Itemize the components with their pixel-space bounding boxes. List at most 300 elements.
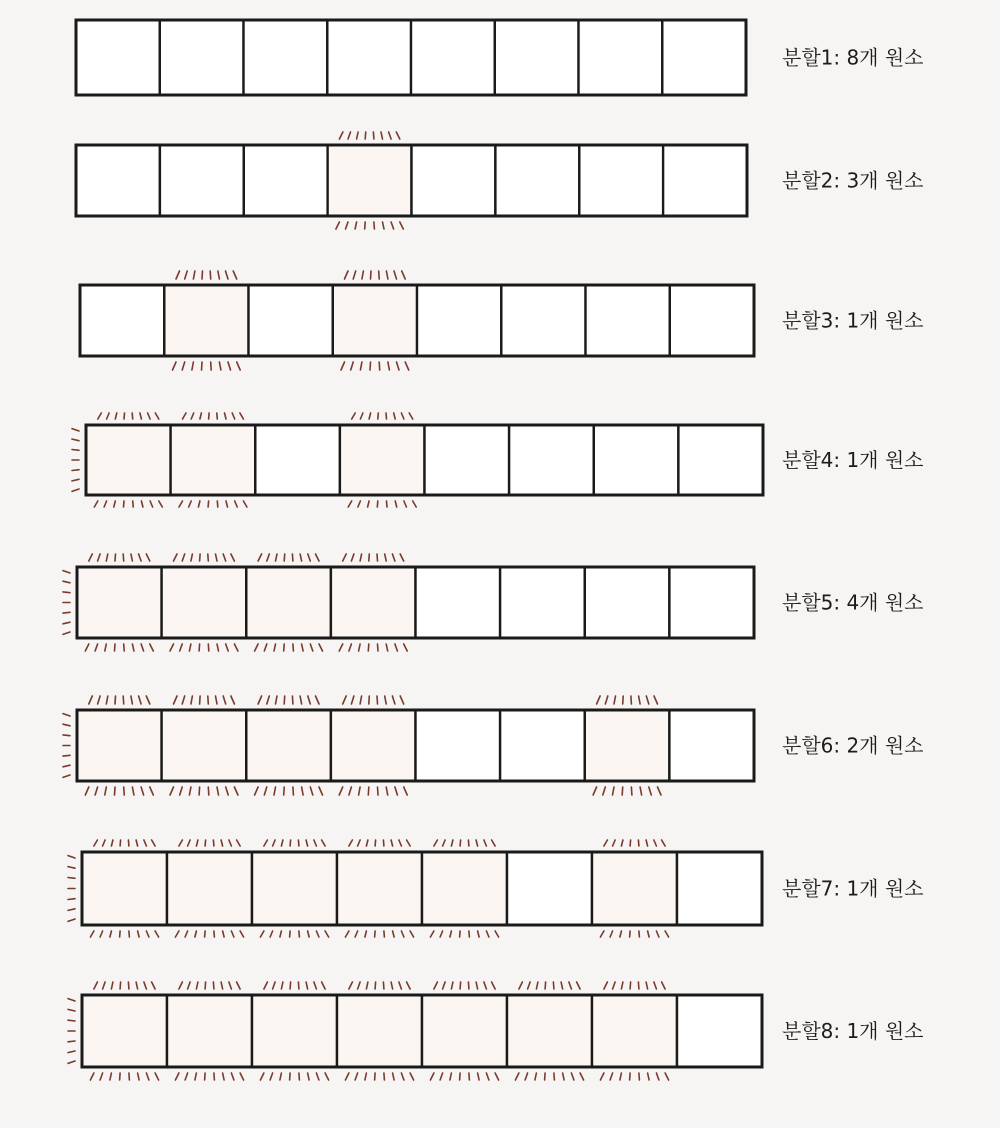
highlight-tick: [319, 787, 323, 795]
highlight-tick: [476, 982, 478, 989]
highlight-tick: [90, 931, 94, 937]
highlight-tick: [237, 362, 241, 370]
highlight-tick: [132, 787, 134, 795]
highlight-tick: [182, 554, 185, 561]
array-cell-highlighted: [328, 145, 412, 216]
highlight-tick: [63, 592, 70, 593]
highlight-tick: [614, 696, 616, 704]
highlight-tick: [469, 1073, 470, 1080]
highlight-tick: [231, 1073, 234, 1080]
highlight-tick: [188, 840, 191, 846]
highlight-tick: [359, 787, 361, 795]
highlight-tick: [176, 271, 180, 279]
highlight-tick: [138, 1073, 140, 1080]
highlight-tick: [375, 931, 376, 937]
highlight-tick: [120, 982, 121, 989]
highlight-tick: [610, 1073, 613, 1080]
highlight-tick: [216, 696, 218, 704]
highlight-tick: [255, 787, 259, 795]
highlight-tick: [316, 931, 319, 937]
highlight-tick: [144, 982, 147, 989]
highlight-tick: [365, 931, 367, 937]
highlight-tick: [410, 931, 414, 937]
highlight-tick: [484, 982, 487, 989]
highlight-tick: [214, 1073, 215, 1080]
highlight-tick: [525, 1073, 528, 1080]
highlight-tick: [175, 931, 179, 937]
highlight-tick: [396, 132, 400, 139]
highlight-tick: [377, 696, 378, 704]
highlight-tick: [613, 840, 616, 846]
highlight-tick: [302, 787, 304, 795]
highlight-tick: [631, 787, 632, 795]
highlight-tick: [292, 554, 293, 561]
highlight-tick: [68, 1020, 75, 1021]
highlight-tick: [325, 1073, 329, 1080]
highlight-tick: [341, 362, 345, 370]
highlight-tick: [351, 696, 354, 704]
partition-label: 분할3: 1개 원소: [782, 308, 924, 333]
highlight-tick: [646, 840, 648, 846]
array-cell: [507, 852, 592, 925]
highlight-tick: [120, 931, 121, 937]
highlight-tick: [638, 982, 639, 989]
highlight-tick: [299, 1073, 300, 1080]
highlight-tick: [665, 931, 669, 937]
highlight-tick: [630, 840, 631, 846]
array-cell: [669, 710, 754, 781]
highlight-tick: [205, 840, 206, 846]
highlight-tick: [620, 931, 622, 937]
highlight-tick: [358, 840, 361, 846]
highlight-tick: [209, 413, 210, 419]
highlight-tick: [399, 840, 402, 846]
highlight-tick: [355, 1073, 358, 1080]
highlight-tick: [405, 362, 409, 370]
highlight-tick: [325, 931, 329, 937]
highlight-tick: [397, 362, 400, 370]
array-cell-highlighted: [340, 425, 425, 495]
highlight-tick: [110, 1073, 112, 1080]
highlight-tick: [68, 1051, 75, 1053]
highlight-tick: [393, 1073, 395, 1080]
highlight-tick: [402, 271, 406, 279]
highlight-tick: [662, 840, 666, 846]
highlight-tick: [89, 554, 93, 561]
highlight-tick: [593, 787, 597, 795]
highlight-tick: [515, 1073, 519, 1080]
highlight-tick: [410, 1073, 414, 1080]
highlight-tick: [200, 413, 202, 419]
highlight-tick: [366, 840, 368, 846]
array-cell-highlighted: [507, 995, 592, 1067]
highlight-tick: [386, 271, 388, 279]
highlight-tick: [183, 413, 187, 419]
highlight-tick: [604, 840, 608, 846]
highlight-tick: [199, 644, 200, 651]
highlight-tick: [316, 1073, 319, 1080]
highlight-tick: [189, 644, 191, 651]
array-cell: [586, 285, 670, 356]
highlight-tick: [658, 787, 662, 795]
highlight-tick: [237, 840, 241, 846]
partition-row: [77, 710, 924, 781]
highlight-tick: [72, 489, 79, 491]
highlight-tick: [270, 931, 273, 937]
highlight-tick: [179, 501, 183, 507]
highlight-tick: [365, 132, 366, 139]
highlight-tick: [554, 1073, 555, 1080]
highlight-tick: [314, 982, 317, 989]
highlight-tick: [223, 1073, 225, 1080]
highlight-tick: [375, 982, 376, 989]
array-cell-highlighted: [331, 710, 416, 781]
highlight-tick: [132, 413, 133, 419]
highlight-tick: [349, 644, 352, 651]
highlight-tick: [351, 362, 354, 370]
partition-label: 분할1: 8개 원소: [782, 45, 924, 70]
highlight-tick: [231, 931, 234, 937]
highlight-tick: [267, 554, 270, 561]
highlight-tick: [270, 1073, 273, 1080]
highlight-tick: [374, 222, 375, 229]
highlight-tick: [360, 554, 362, 561]
highlight-tick: [193, 271, 195, 279]
highlight-tick: [639, 931, 640, 937]
array-cell: [76, 145, 160, 216]
highlight-tick: [460, 840, 461, 846]
array-cell: [249, 285, 333, 356]
highlight-tick: [146, 931, 149, 937]
highlight-tick: [407, 982, 411, 989]
highlight-tick: [63, 714, 70, 716]
highlight-tick: [492, 982, 496, 989]
highlight-tick: [404, 644, 408, 651]
highlight-tick: [468, 982, 469, 989]
highlight-tick: [378, 644, 379, 651]
highlight-tick: [217, 501, 218, 507]
highlight-tick: [94, 501, 98, 507]
highlight-tick: [85, 644, 89, 651]
highlight-tick: [98, 413, 102, 419]
highlight-tick: [378, 787, 379, 795]
highlight-tick: [138, 931, 140, 937]
highlight-tick: [63, 571, 70, 573]
highlight-tick: [308, 1073, 310, 1080]
array-cell-highlighted: [337, 852, 422, 925]
highlight-tick: [343, 696, 347, 704]
highlight-tick: [322, 982, 326, 989]
partition-label: 분할2: 3개 원소: [782, 168, 924, 193]
highlight-tick: [610, 931, 613, 937]
highlight-tick: [141, 644, 144, 651]
highlight-tick: [306, 982, 308, 989]
highlight-tick: [72, 439, 79, 441]
highlight-tick: [141, 787, 144, 795]
highlight-tick: [348, 501, 352, 507]
highlight-tick: [63, 775, 70, 777]
highlight-tick: [621, 982, 623, 989]
highlight-tick: [369, 696, 370, 704]
array-cell: [80, 285, 164, 356]
highlight-tick: [535, 1073, 537, 1080]
highlight-tick: [68, 1061, 75, 1063]
highlight-tick: [72, 470, 79, 471]
highlight-tick: [72, 429, 79, 431]
highlight-tick: [98, 696, 101, 704]
highlight-tick: [123, 696, 124, 704]
highlight-tick: [613, 982, 616, 989]
array-cell: [244, 145, 328, 216]
highlight-tick: [146, 554, 150, 561]
highlight-tick: [281, 840, 283, 846]
highlight-tick: [273, 840, 276, 846]
highlight-tick: [605, 696, 608, 704]
highlight-tick: [409, 413, 413, 419]
highlight-tick: [228, 362, 231, 370]
highlight-tick: [360, 362, 362, 370]
array-cell: [255, 425, 340, 495]
highlight-tick: [200, 696, 201, 704]
highlight-tick: [486, 1073, 489, 1080]
highlight-tick: [63, 612, 70, 613]
highlight-tick: [95, 787, 98, 795]
highlight-tick: [195, 931, 197, 937]
highlight-tick: [229, 840, 232, 846]
highlight-tick: [216, 554, 218, 561]
highlight-tick: [213, 982, 214, 989]
highlight-tick: [63, 765, 70, 767]
highlight-tick: [208, 501, 209, 507]
highlight-tick: [191, 413, 194, 419]
highlight-tick: [360, 696, 362, 704]
highlight-tick: [174, 554, 178, 561]
highlight-tick: [413, 501, 417, 507]
highlight-tick: [369, 554, 370, 561]
highlight-tick: [391, 222, 394, 229]
highlight-tick: [308, 931, 310, 937]
highlight-tick: [600, 931, 604, 937]
highlight-tick: [221, 982, 223, 989]
array-cell-highlighted: [333, 285, 417, 356]
array-cell-highlighted: [592, 852, 677, 925]
highlight-tick: [450, 931, 452, 937]
array-cell-highlighted: [167, 995, 252, 1067]
highlight-tick: [276, 696, 278, 704]
highlight-tick: [226, 644, 229, 651]
highlight-tick: [284, 644, 285, 651]
partition-label: 분할6: 2개 원소: [782, 733, 924, 758]
array-cell: [677, 852, 762, 925]
partition-row: [80, 285, 924, 356]
highlight-tick: [284, 696, 285, 704]
highlight-tick: [290, 931, 291, 937]
highlight-tick: [211, 362, 212, 370]
highlight-tick: [214, 931, 215, 937]
highlight-tick: [646, 982, 648, 989]
highlight-tick: [486, 931, 489, 937]
highlight-tick: [103, 840, 106, 846]
highlight-tick: [654, 696, 658, 704]
highlight-tick: [359, 644, 361, 651]
highlight-tick: [316, 696, 320, 704]
array-cell-highlighted: [422, 995, 507, 1067]
highlight-tick: [140, 413, 142, 419]
highlight-tick: [300, 554, 302, 561]
highlight-tick: [430, 1073, 434, 1080]
highlight-tick: [638, 840, 639, 846]
highlight-tick: [378, 413, 379, 419]
highlight-tick: [260, 931, 264, 937]
highlight-tick: [155, 1073, 159, 1080]
highlight-tick: [355, 931, 358, 937]
highlight-tick: [68, 909, 75, 911]
highlight-tick: [476, 840, 478, 846]
highlight-tick: [198, 501, 200, 507]
highlight-tick: [225, 413, 227, 419]
highlight-tick: [369, 413, 371, 419]
highlight-tick: [656, 931, 659, 937]
highlight-tick: [365, 1073, 367, 1080]
highlight-tick: [223, 931, 225, 937]
array-cell: [495, 145, 579, 216]
highlight-tick: [180, 787, 183, 795]
highlight-tick: [150, 644, 154, 651]
highlight-tick: [188, 982, 191, 989]
array-cell: [662, 20, 746, 95]
highlight-tick: [400, 554, 404, 561]
highlight-tick: [375, 1073, 376, 1080]
highlight-tick: [345, 1073, 349, 1080]
highlight-tick: [358, 982, 361, 989]
highlight-tick: [284, 554, 285, 561]
highlight-tick: [182, 362, 185, 370]
array-cell-highlighted: [77, 567, 162, 638]
highlight-tick: [128, 982, 129, 989]
highlight-tick: [383, 982, 384, 989]
highlight-tick: [180, 644, 183, 651]
highlight-tick: [94, 982, 98, 989]
highlight-tick: [440, 931, 443, 937]
highlight-tick: [229, 982, 232, 989]
highlight-tick: [195, 1073, 197, 1080]
highlight-tick: [173, 362, 177, 370]
highlight-tick: [106, 554, 108, 561]
highlight-tick: [189, 787, 191, 795]
highlight-tick: [597, 696, 601, 704]
partition-row: [76, 145, 924, 216]
highlight-tick: [399, 982, 402, 989]
highlight-tick: [217, 787, 219, 795]
array-cell: [670, 285, 754, 356]
highlight-tick: [349, 787, 352, 795]
highlight-tick: [280, 931, 282, 937]
highlight-tick: [240, 413, 244, 419]
highlight-tick: [631, 696, 632, 704]
highlight-tick: [63, 581, 70, 583]
highlight-tick: [255, 644, 259, 651]
array-cell-highlighted: [585, 710, 670, 781]
highlight-tick: [451, 840, 453, 846]
highlight-tick: [129, 931, 130, 937]
highlight-tick: [386, 787, 388, 795]
highlight-tick: [63, 735, 70, 736]
highlight-tick: [189, 501, 192, 507]
highlight-tick: [519, 982, 523, 989]
highlight-tick: [280, 1073, 282, 1080]
highlight-tick: [170, 644, 174, 651]
highlight-tick: [430, 931, 434, 937]
highlight-tick: [316, 554, 320, 561]
highlight-tick: [111, 840, 113, 846]
highlight-tick: [460, 931, 461, 937]
highlight-tick: [131, 554, 133, 561]
highlight-tick: [388, 362, 390, 370]
highlight-tick: [63, 622, 70, 624]
highlight-tick: [391, 982, 393, 989]
highlight-tick: [649, 787, 652, 795]
highlight-tick: [383, 840, 384, 846]
highlight-tick: [404, 787, 408, 795]
highlight-tick: [68, 919, 75, 921]
highlight-tick: [68, 999, 75, 1001]
partition-row: [82, 995, 924, 1067]
highlight-tick: [571, 1073, 574, 1080]
highlight-tick: [90, 1073, 94, 1080]
highlight-tick: [394, 413, 396, 419]
array-cell-highlighted: [252, 852, 337, 925]
highlight-tick: [95, 644, 98, 651]
highlight-tick: [94, 840, 98, 846]
highlight-tick: [345, 271, 349, 279]
highlight-tick: [221, 840, 223, 846]
highlight-tick: [202, 271, 203, 279]
highlight-tick: [139, 554, 142, 561]
highlight-tick: [237, 982, 241, 989]
highlight-tick: [401, 413, 404, 419]
highlight-tick: [352, 413, 356, 419]
highlight-tick: [89, 696, 93, 704]
array-cell: [663, 145, 747, 216]
array-cell: [416, 710, 501, 781]
highlight-tick: [310, 787, 313, 795]
highlight-tick: [351, 554, 354, 561]
array-cell: [509, 425, 594, 495]
highlight-tick: [292, 696, 293, 704]
highlight-tick: [370, 362, 371, 370]
highlight-tick: [115, 787, 116, 795]
highlight-tick: [231, 696, 235, 704]
highlight-tick: [381, 132, 383, 139]
highlight-tick: [393, 931, 395, 937]
highlight-tick: [115, 644, 116, 651]
highlight-tick: [85, 787, 89, 795]
highlight-tick: [569, 982, 572, 989]
highlight-tick: [276, 554, 278, 561]
highlight-tick: [124, 644, 125, 651]
array-cell-highlighted: [171, 425, 256, 495]
highlight-tick: [300, 696, 302, 704]
highlight-tick: [630, 982, 631, 989]
highlight-tick: [105, 787, 107, 795]
highlight-tick: [68, 867, 75, 869]
highlight-tick: [144, 840, 147, 846]
highlight-tick: [141, 501, 143, 507]
highlight-tick: [159, 501, 163, 507]
highlight-tick: [322, 840, 326, 846]
highlight-tick: [639, 1073, 640, 1080]
highlight-tick: [443, 982, 446, 989]
